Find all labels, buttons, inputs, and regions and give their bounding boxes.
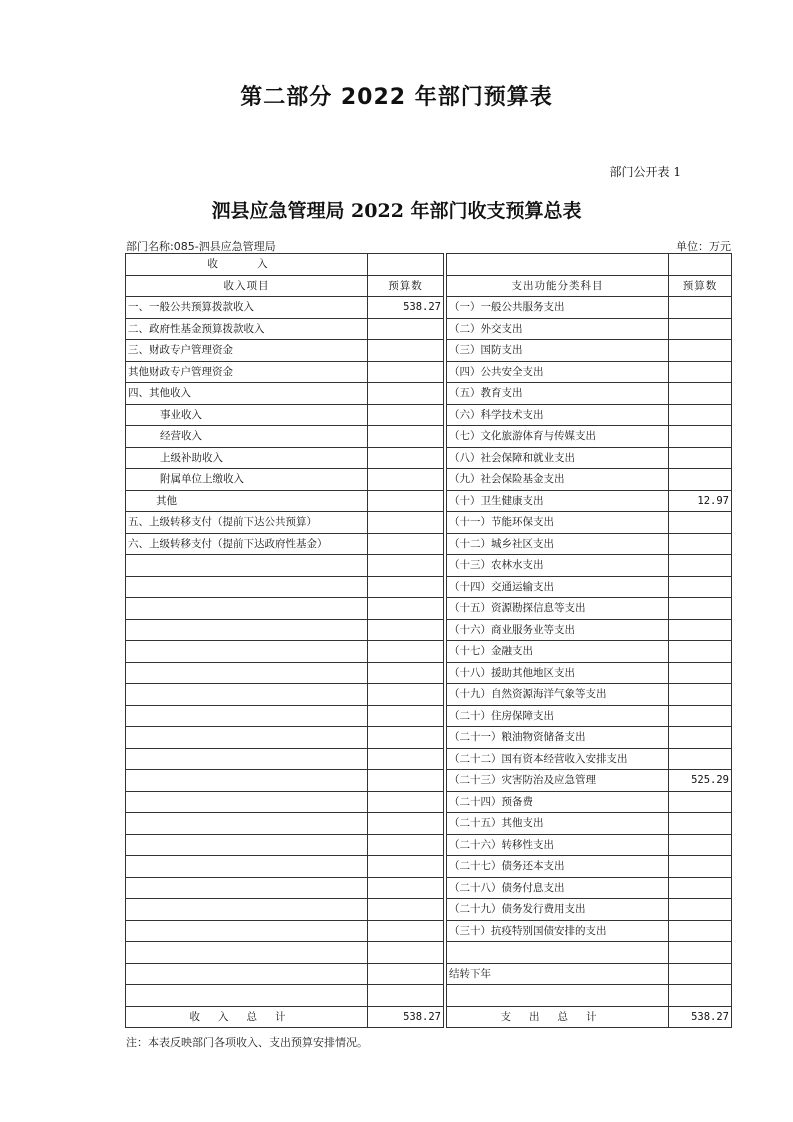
- income-item-cell: [126, 985, 368, 1007]
- income-value-cell: [368, 770, 444, 792]
- income-total-value: 538.27: [368, 1006, 444, 1028]
- income-value-cell: [368, 662, 444, 684]
- expense-item-cell: （九）社会保险基金支出: [447, 469, 669, 491]
- income-value-cell: [368, 877, 444, 899]
- expense-item-cell: [447, 942, 669, 964]
- income-total-label: [126, 1006, 368, 1028]
- expense-value-cell: [669, 340, 732, 362]
- header-expense-budget: 预算数: [669, 275, 732, 297]
- income-value-cell: [368, 856, 444, 878]
- expense-item-cell: （十五）资源勘探信息等支出: [447, 598, 669, 620]
- income-item-cell: 其他财政专户管理资金: [126, 361, 368, 383]
- income-value-cell: [368, 684, 444, 706]
- income-value-cell: [368, 920, 444, 942]
- expense-value-cell: [669, 619, 732, 641]
- expense-value-cell: [669, 318, 732, 340]
- income-value-cell: [368, 705, 444, 727]
- income-value-cell: [368, 361, 444, 383]
- table-row: [126, 791, 732, 813]
- expense-item-cell: （十八）援助其他地区支出: [447, 662, 669, 684]
- table-row: [126, 469, 732, 491]
- header-blank: [447, 254, 669, 276]
- income-value-cell: [368, 576, 444, 598]
- table-row: [126, 963, 732, 985]
- table-row: [126, 555, 732, 577]
- table-row: [126, 662, 732, 684]
- expense-item-cell: [447, 985, 669, 1007]
- income-value-cell: [368, 533, 444, 555]
- table-row: [126, 426, 732, 448]
- income-item-cell: [126, 942, 368, 964]
- income-item-cell: 六、上级转移支付（提前下达政府性基金）: [126, 533, 368, 555]
- header-blank: [669, 254, 732, 276]
- table-row: [126, 899, 732, 921]
- expense-value-cell: [669, 576, 732, 598]
- table-row: [126, 598, 732, 620]
- expense-total-label-text: 支出总计: [500, 1010, 615, 1023]
- income-value-cell: [368, 598, 444, 620]
- income-item-cell: [126, 598, 368, 620]
- table-row: [126, 619, 732, 641]
- table-row: [126, 920, 732, 942]
- header-income-budget: 预算数: [368, 275, 444, 297]
- income-value-cell: [368, 340, 444, 362]
- income-value-cell: [368, 447, 444, 469]
- expense-value-cell: [669, 297, 732, 319]
- table-row: [126, 727, 732, 749]
- header-expense-item: 支出功能分类科目: [447, 275, 669, 297]
- expense-value-cell: [669, 963, 732, 985]
- income-item-cell: [126, 899, 368, 921]
- table-row: [126, 942, 732, 964]
- expense-value-cell: 525.29: [669, 770, 732, 792]
- expense-item-cell: （十四）交通运输支出: [447, 576, 669, 598]
- income-value-cell: [368, 641, 444, 663]
- table-row: [126, 705, 732, 727]
- income-value-cell: [368, 942, 444, 964]
- expense-item-cell: （十六）商业服务业等支出: [447, 619, 669, 641]
- expense-item-cell: （二十）住房保障支出: [447, 705, 669, 727]
- income-total-label-text: 收入总计: [189, 1010, 304, 1023]
- header-row-group: [126, 254, 732, 276]
- income-value-cell: 538.27: [368, 297, 444, 319]
- income-value-cell: [368, 963, 444, 985]
- table-row: [126, 641, 732, 663]
- table-row: [126, 361, 732, 383]
- table-row: [126, 533, 732, 555]
- income-item-cell: 其他: [126, 490, 368, 512]
- income-value-cell: [368, 512, 444, 534]
- expense-item-cell: （十三）农林水支出: [447, 555, 669, 577]
- expense-item-cell: （四）公共安全支出: [447, 361, 669, 383]
- income-item-cell: [126, 963, 368, 985]
- department-name: 部门名称:085-泗县应急管理局: [126, 240, 276, 253]
- expense-value-cell: [669, 641, 732, 663]
- expense-item-cell: （二十四）预备费: [447, 791, 669, 813]
- expense-item-cell: （三）国防支出: [447, 340, 669, 362]
- income-item-cell: [126, 877, 368, 899]
- table-row: [126, 834, 732, 856]
- table-title: 泗县应急管理局 2022 年部门收支预算总表: [211, 200, 582, 222]
- expense-item-cell: （十七）金融支出: [447, 641, 669, 663]
- income-item-cell: [126, 576, 368, 598]
- expense-item-cell: （二十九）债务发行费用支出: [447, 899, 669, 921]
- form-number: 部门公开表 1: [609, 165, 681, 179]
- income-value-cell: [368, 899, 444, 921]
- table-row: [126, 985, 732, 1007]
- expense-item-cell: 结转下年: [447, 963, 669, 985]
- header-row: [126, 275, 732, 297]
- income-value-cell: [368, 383, 444, 405]
- income-value-cell: [368, 748, 444, 770]
- expense-value-cell: [669, 985, 732, 1007]
- expense-value-cell: [669, 533, 732, 555]
- table-row: [126, 383, 732, 405]
- income-value-cell: [368, 791, 444, 813]
- budget-table: [125, 253, 732, 1028]
- income-value-cell: [368, 813, 444, 835]
- unit-label: 单位：万元: [676, 240, 731, 253]
- table-row: [126, 877, 732, 899]
- table-row: [126, 576, 732, 598]
- expense-value-cell: [669, 877, 732, 899]
- expense-value-cell: [669, 813, 732, 835]
- expense-value-cell: [669, 791, 732, 813]
- income-item-cell: [126, 684, 368, 706]
- header-income-group: 收 入: [126, 254, 368, 276]
- income-value-cell: [368, 985, 444, 1007]
- expense-value-cell: [669, 920, 732, 942]
- expense-value-cell: [669, 598, 732, 620]
- income-value-cell: [368, 834, 444, 856]
- expense-value-cell: [669, 469, 732, 491]
- income-item-cell: [126, 834, 368, 856]
- expense-value-cell: [669, 512, 732, 534]
- expense-item-cell: （七）文化旅游体育与传媒支出: [447, 426, 669, 448]
- expense-item-cell: （六）科学技术支出: [447, 404, 669, 426]
- income-item-cell: [126, 705, 368, 727]
- income-item-cell: [126, 920, 368, 942]
- expense-item-cell: （二）外交支出: [447, 318, 669, 340]
- table-row: [126, 813, 732, 835]
- expense-value-cell: [669, 899, 732, 921]
- expense-item-cell: （二十五）其他支出: [447, 813, 669, 835]
- income-value-cell: [368, 404, 444, 426]
- table-row: [126, 770, 732, 792]
- income-value-cell: [368, 619, 444, 641]
- expense-value-cell: [669, 404, 732, 426]
- expense-item-cell: （二十一）粮油物资储备支出: [447, 727, 669, 749]
- totals-row: [126, 1006, 732, 1028]
- table-row: [126, 447, 732, 469]
- income-item-cell: [126, 662, 368, 684]
- income-item-cell: 上级补助收入: [126, 447, 368, 469]
- income-value-cell: [368, 727, 444, 749]
- income-item-cell: 一、一般公共预算拨款收入: [126, 297, 368, 319]
- income-item-cell: [126, 641, 368, 663]
- income-item-cell: 四、其他收入: [126, 383, 368, 405]
- table-row: [126, 684, 732, 706]
- expense-total-value: 538.27: [669, 1006, 732, 1028]
- table-row: [126, 490, 732, 512]
- expense-item-cell: （十一）节能环保支出: [447, 512, 669, 534]
- table-row: [126, 340, 732, 362]
- expense-value-cell: [669, 748, 732, 770]
- expense-item-cell: （二十二）国有资本经营收入安排支出: [447, 748, 669, 770]
- income-item-cell: [126, 813, 368, 835]
- expense-value-cell: [669, 834, 732, 856]
- part-title: 第二部分 2022 年部门预算表: [240, 85, 553, 110]
- income-value-cell: [368, 490, 444, 512]
- expense-item-cell: （二十三）灾害防治及应急管理: [447, 770, 669, 792]
- income-item-cell: [126, 727, 368, 749]
- income-item-cell: [126, 748, 368, 770]
- table-row: [126, 404, 732, 426]
- income-value-cell: [368, 555, 444, 577]
- expense-item-cell: （十九）自然资源海洋气象等支出: [447, 684, 669, 706]
- expense-value-cell: [669, 662, 732, 684]
- header-income-item: 收入项目: [126, 275, 368, 297]
- table-row: [126, 512, 732, 534]
- expense-value-cell: [669, 727, 732, 749]
- expense-value-cell: [669, 856, 732, 878]
- expense-value-cell: [669, 447, 732, 469]
- income-item-cell: 经营收入: [126, 426, 368, 448]
- table-note: 注：本表反映部门各项收入、支出预算安排情况。: [126, 1036, 368, 1049]
- income-value-cell: [368, 426, 444, 448]
- expense-value-cell: [669, 361, 732, 383]
- expense-item-cell: （十）卫生健康支出: [447, 490, 669, 512]
- expense-value-cell: [669, 705, 732, 727]
- expense-item-cell: （十二）城乡社区支出: [447, 533, 669, 555]
- income-item-cell: [126, 770, 368, 792]
- table-row: [126, 318, 732, 340]
- budget-table-body: [126, 254, 732, 1028]
- header-blank: [368, 254, 444, 276]
- expense-value-cell: [669, 383, 732, 405]
- income-item-cell: 二、政府性基金预算拨款收入: [126, 318, 368, 340]
- table-row: [126, 297, 732, 319]
- expense-item-cell: （八）社会保障和就业支出: [447, 447, 669, 469]
- income-item-cell: [126, 619, 368, 641]
- income-item-cell: [126, 856, 368, 878]
- expense-item-cell: （二十七）债务还本支出: [447, 856, 669, 878]
- expense-value-cell: [669, 684, 732, 706]
- income-item-cell: 五、上级转移支付（提前下达公共预算）: [126, 512, 368, 534]
- expense-value-cell: [669, 426, 732, 448]
- expense-total-label: [447, 1006, 669, 1028]
- table-row: [126, 748, 732, 770]
- income-item-cell: [126, 791, 368, 813]
- expense-value-cell: 12.97: [669, 490, 732, 512]
- income-item-cell: 事业收入: [126, 404, 368, 426]
- income-value-cell: [368, 469, 444, 491]
- expense-item-cell: （一）一般公共服务支出: [447, 297, 669, 319]
- table-row: [126, 856, 732, 878]
- income-value-cell: [368, 318, 444, 340]
- income-item-cell: [126, 555, 368, 577]
- expense-item-cell: （五）教育支出: [447, 383, 669, 405]
- expense-item-cell: （三十）抗疫特别国债安排的支出: [447, 920, 669, 942]
- expense-value-cell: [669, 555, 732, 577]
- expense-value-cell: [669, 942, 732, 964]
- income-item-cell: 三、财政专户管理资金: [126, 340, 368, 362]
- expense-item-cell: （二十八）债务付息支出: [447, 877, 669, 899]
- expense-item-cell: （二十六）转移性支出: [447, 834, 669, 856]
- income-item-cell: 附属单位上缴收入: [126, 469, 368, 491]
